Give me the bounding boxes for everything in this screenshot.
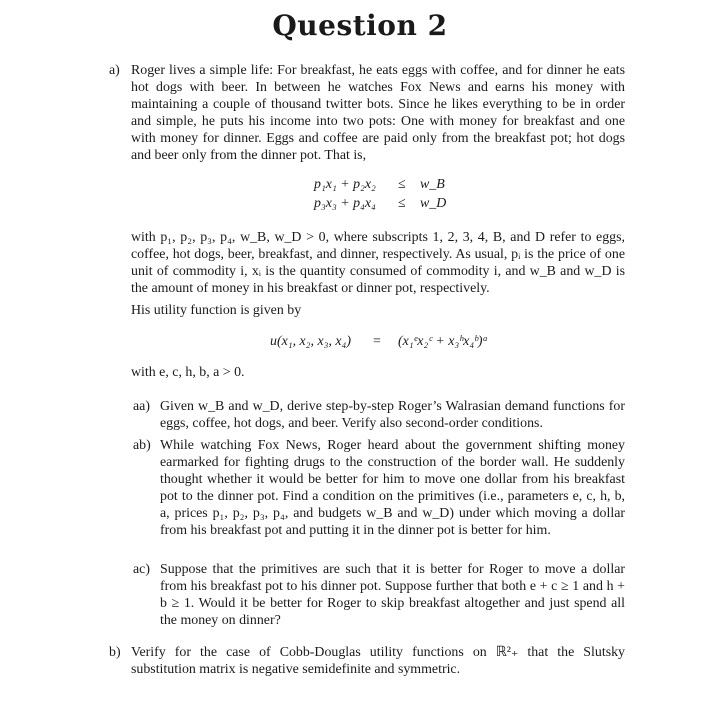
utility-rhs: (x₁ᵉx₂ᶜ + x₃ʰx₄ᵇ)ᵃ: [398, 334, 489, 349]
part-a-label: a): [109, 63, 120, 78]
sub-item-ab-label: ab): [133, 438, 151, 453]
page-title: Question 2: [272, 9, 448, 42]
constraint-2-rhs: w_D: [420, 196, 447, 211]
utility-params: with e, c, h, b, a > 0.: [131, 365, 245, 380]
sub-item-ab-text: While watching Fox News, Roger heard about the government shifting money earmarked for fighting drugs to the construction of the border wall. He suddenly thought whether it would be better for him to move one dollar from his breakfast pot to the dinner pot. Find a condition on the primitives (i.e., parameters e, c, h, b, a, prices p₁, p₂, p₃, p₄, and budgets w_B and w_D) under which moving a dollar from his breakfast pot and putting it in the dinner pot is better for him.: [160, 438, 625, 538]
constraint-1-rel: ≤: [398, 177, 406, 192]
utility-rel: =: [373, 334, 381, 349]
constraint-1-lhs: p₁x₁ + p₂x₂: [314, 177, 376, 192]
sub-item-aa-text: Given w_B and w_D, derive step-by-step Roger’s Walrasian demand functions for eggs, coffee, hot dogs, and beer. Verify also second-order conditions.: [160, 399, 625, 431]
constraint-2-lhs: p₃x₃ + p₄x₄: [314, 196, 376, 211]
constraint-2-rel: ≤: [398, 196, 406, 211]
part-a-definitions: with p₁, p₂, p₃, p₄, w_B, w_D > 0, where subscripts 1, 2, 3, 4, B, and D refer to eggs, coffee, hot dogs, beer, breakfast, and dinner, respectively. As usual, pᵢ is the price of one unit of commodity i, xᵢ is the quantity consumed of commodity i, and w_B and w_D is the amount of money in his breakfast or dinner pot, respectively.: [131, 230, 625, 296]
part-b-label: b): [109, 645, 121, 660]
constraint-1-rhs: w_B: [420, 177, 445, 192]
utility-intro: His utility function is given by: [131, 303, 302, 318]
utility-lhs: u(x₁, x₂, x₃, x₄): [270, 334, 352, 349]
part-b-text: Verify for the case of Cobb-Douglas utility functions on ℝ²₊ that the Slutsky substitution matrix is negative semidefinite and symmetric.: [131, 645, 625, 677]
budget-constraints: [300, 176, 500, 214]
sub-item-aa-label: aa): [133, 399, 150, 414]
sub-item-ac-label: ac): [133, 562, 150, 577]
sub-item-ac-text: Suppose that the primitives are such that it is better for Roger to move a dollar from his breakfast pot to his dinner pot. Suppose further that both e + c ≥ 1 and h + b ≥ 1. Would it be better for Roger to skip breakfast altogether and just spend all the money on dinner?: [160, 562, 625, 628]
part-a-intro: Roger lives a simple life: For breakfast, he eats eggs with coffee, and for dinner he eats hot dogs with beer. In between he watches Fox News and earns his money with maintaining a couple of thousand twitter bots. Since he likes everything to be in order and simple, he puts his income into two pots: One with money for breakfast and one with money for dinner. Eggs and coffee are paid only from the breakfast pot; hot dogs and beer only from the dinner pot. That is,: [131, 63, 625, 163]
